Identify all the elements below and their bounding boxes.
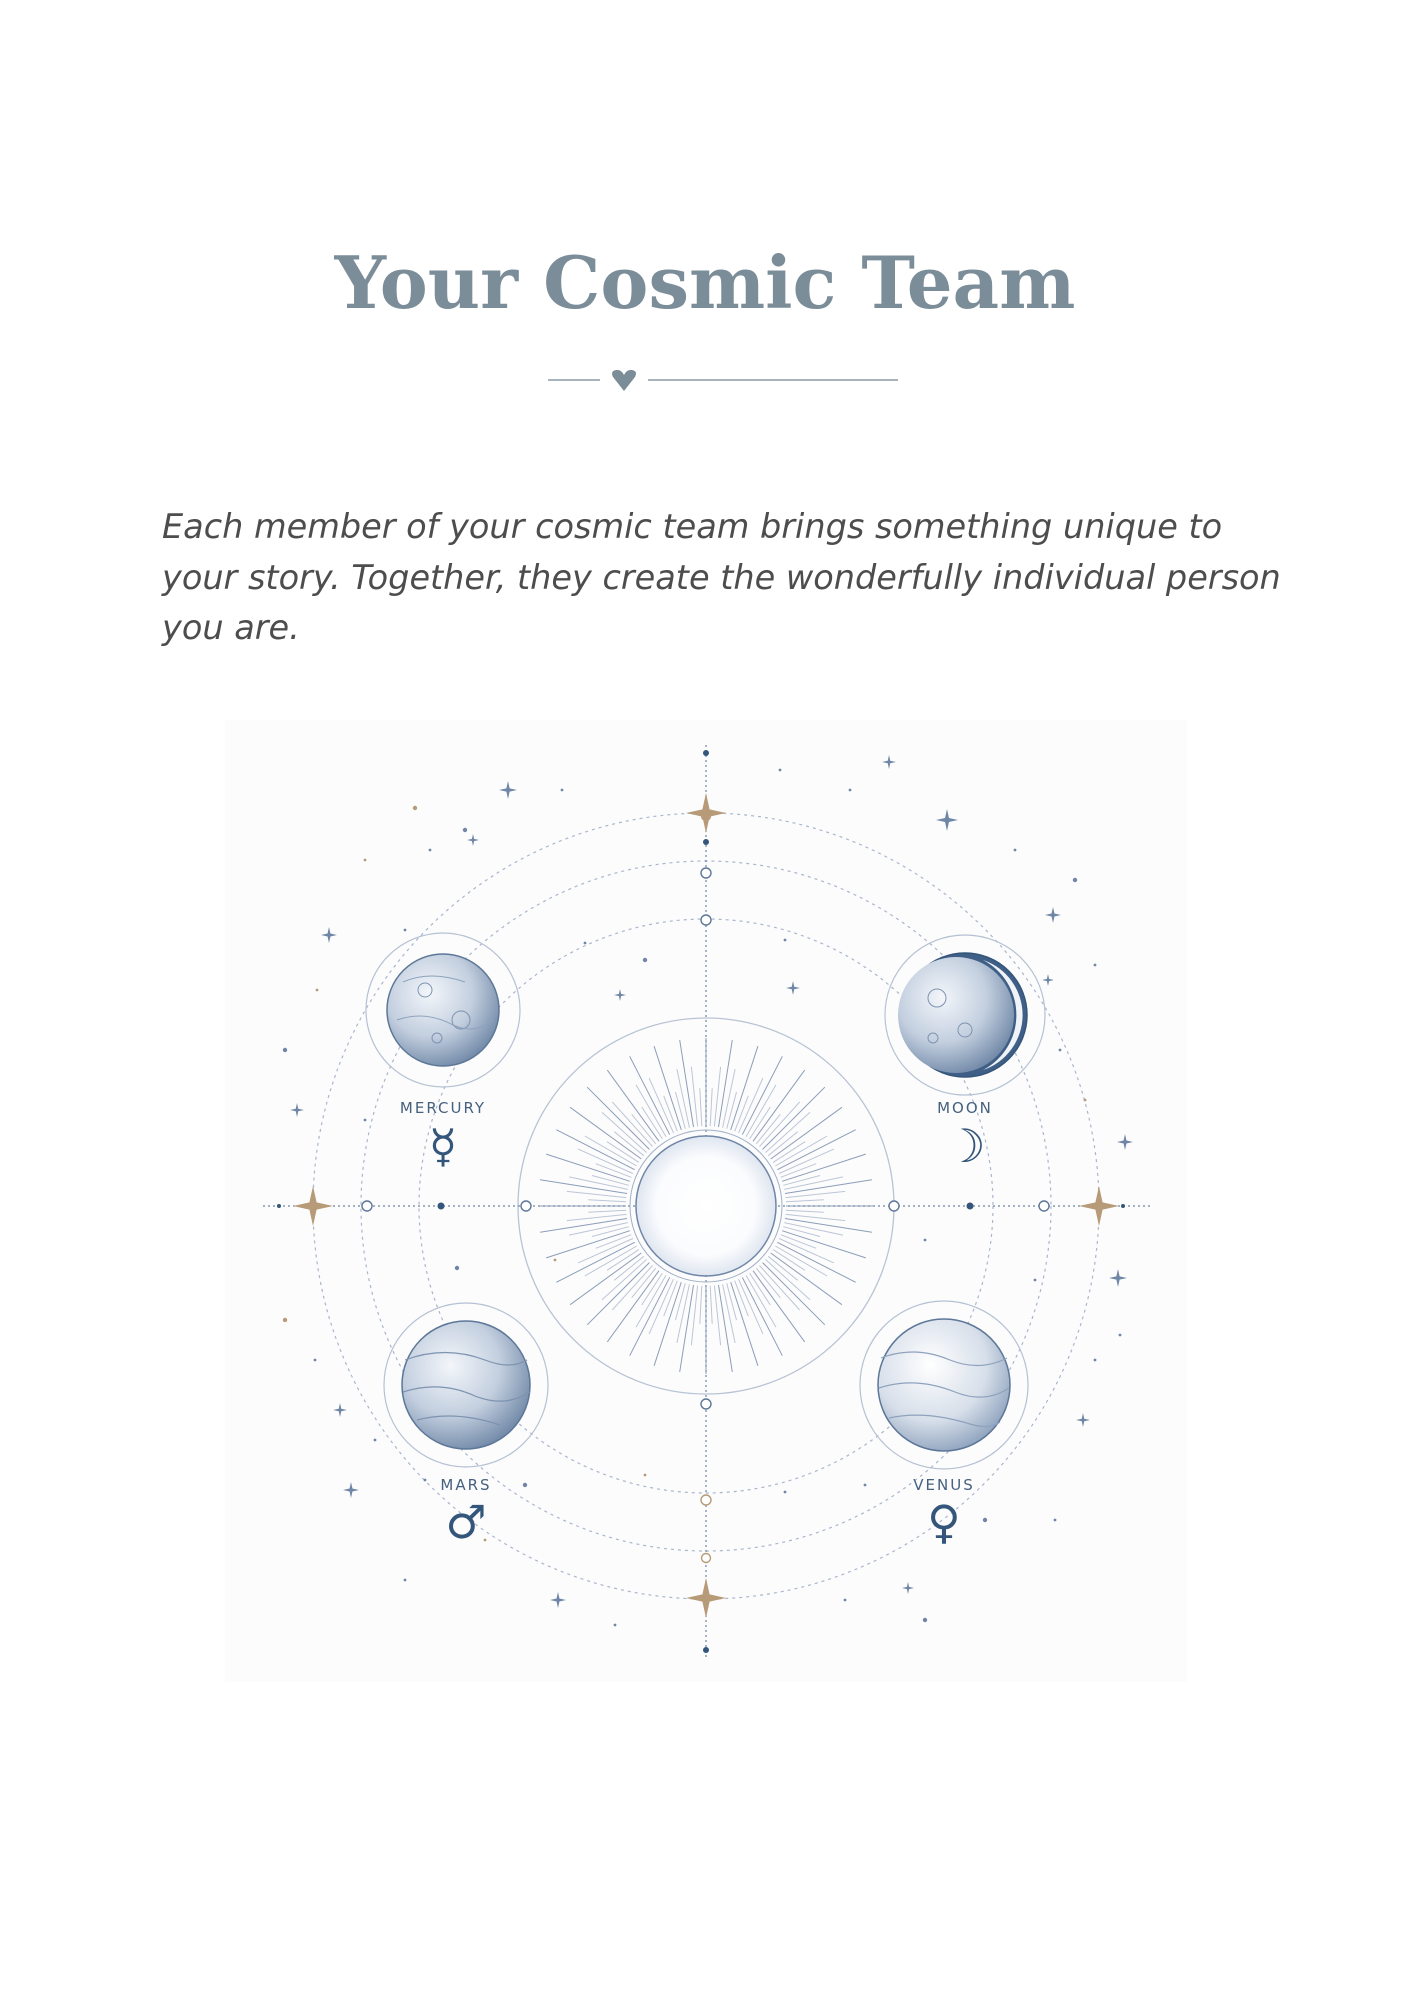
intro-paragraph: Each member of your cosmic team brings something unique to your story. Together, they create the wonderfully individual person you are.	[162, 507, 1281, 647]
sun-ray	[742, 1277, 782, 1355]
star-dot	[1059, 1049, 1062, 1052]
venus-icon: ♀	[927, 1495, 961, 1549]
planet-venus	[860, 1301, 1028, 1549]
star-dot	[1119, 1334, 1122, 1337]
star-dot	[644, 1474, 647, 1477]
sun-ray	[783, 1176, 820, 1186]
compass-star-icon	[686, 793, 726, 833]
star-dot	[844, 1599, 847, 1602]
star-dot	[1094, 964, 1097, 967]
sun-ray	[632, 1114, 656, 1144]
sun-ray	[588, 1200, 626, 1202]
star-dot	[1094, 1359, 1097, 1362]
sun-ray	[746, 1085, 776, 1137]
compass-star-icon	[293, 1186, 333, 1226]
star-dot	[643, 958, 647, 962]
heart-divider	[540, 364, 900, 396]
sun-ray	[556, 1130, 634, 1170]
sun-ray	[775, 1246, 827, 1276]
sun-ray	[585, 1136, 637, 1166]
sun-ray	[742, 1056, 782, 1134]
sun-ray	[700, 1088, 702, 1126]
star-dot	[864, 1484, 867, 1487]
planet-label: MERCURY	[399, 1099, 487, 1117]
star-dot	[554, 1259, 557, 1262]
star-dot	[283, 1318, 287, 1322]
sparkle-icon	[499, 781, 517, 799]
sun-ray	[756, 1268, 780, 1298]
star-dot	[316, 989, 319, 992]
sun-ray	[636, 1275, 666, 1327]
cosmic-diagram-svg	[225, 720, 1187, 1682]
sparkle-icon	[333, 1403, 347, 1417]
sun-ray	[727, 1283, 737, 1320]
star-dot	[784, 939, 787, 942]
sun-ray	[592, 1227, 629, 1237]
star-dot	[404, 929, 407, 932]
sun-ray	[777, 1130, 855, 1170]
star-dot	[283, 1048, 287, 1052]
sun-ray	[614, 1132, 644, 1156]
sun-ray	[768, 1132, 798, 1156]
star-dot	[404, 1579, 407, 1582]
sun-ray	[700, 1286, 702, 1324]
sun-ray	[786, 1210, 824, 1212]
sun-ray	[676, 1092, 686, 1129]
sun-ray	[592, 1176, 629, 1186]
star-dot	[1034, 1279, 1037, 1282]
sparkle-icon	[1117, 1134, 1133, 1150]
star-dot	[561, 789, 564, 792]
sparkle-icon	[467, 834, 479, 846]
sparkle-icon	[550, 1592, 566, 1608]
cosmic-diagram	[225, 720, 1187, 1682]
sun-ray	[630, 1277, 670, 1355]
mercury-icon: ☿	[428, 1119, 458, 1173]
star-dot	[364, 1119, 367, 1122]
mars-icon: ♂	[445, 1495, 487, 1549]
star-dot	[849, 789, 852, 792]
sun-ray	[587, 1087, 649, 1149]
sparkle-icon	[1045, 907, 1061, 923]
sun-ray	[777, 1242, 855, 1282]
star-dot	[1014, 849, 1017, 852]
sun-ray	[630, 1056, 670, 1134]
compass-star-icon	[686, 1578, 726, 1618]
sun-ray	[614, 1256, 644, 1280]
star-dot	[413, 806, 417, 810]
star-dot	[1084, 1099, 1087, 1102]
sparkle-icon	[786, 981, 800, 995]
sun-ray	[727, 1092, 737, 1129]
planet-label: VENUS	[913, 1476, 975, 1494]
sparkle-icon	[321, 927, 337, 943]
sun-ray	[731, 1282, 758, 1366]
sun-ray	[775, 1136, 827, 1166]
sun-ray	[587, 1263, 649, 1325]
sun-ray	[676, 1283, 686, 1320]
planet-label: MARS	[440, 1476, 492, 1494]
star-dot	[983, 1518, 987, 1522]
sun-ray	[632, 1268, 656, 1298]
sun-ray	[588, 1210, 626, 1212]
sun-ray	[710, 1286, 712, 1324]
star-dot	[923, 1618, 927, 1622]
star-dot	[455, 1266, 459, 1270]
sun-ray	[756, 1114, 780, 1144]
star-dot	[924, 1239, 927, 1242]
star-dot	[463, 828, 467, 832]
sun-ray	[654, 1282, 681, 1366]
star-dot	[424, 1479, 427, 1482]
sparkle-icon	[614, 989, 626, 1001]
sparkle-icon	[902, 1582, 914, 1594]
sparkle-icon	[1076, 1413, 1090, 1427]
sun-ray	[786, 1200, 824, 1202]
sun-ray	[546, 1154, 630, 1181]
sun-ray	[654, 1046, 681, 1130]
star-dot	[429, 849, 432, 852]
planet-mercury	[366, 933, 520, 1173]
star-dot	[314, 1359, 317, 1362]
sparkle-icon	[882, 755, 896, 769]
sun-ray	[746, 1275, 776, 1327]
sun-ray	[782, 1231, 866, 1258]
sun-ray	[585, 1246, 637, 1276]
planet-label: MOON	[937, 1099, 993, 1117]
crescent-moon-icon: ☽	[944, 1119, 986, 1173]
sparkle-icon	[1109, 1269, 1127, 1287]
planet-moon	[885, 935, 1045, 1173]
star-dot	[523, 1483, 527, 1487]
page-title: Your Cosmic Team	[334, 240, 1076, 325]
star-dot	[779, 769, 782, 772]
sun-ray	[636, 1085, 666, 1137]
star-dot	[584, 942, 587, 945]
sparkle-icon	[1042, 974, 1054, 986]
sun	[636, 1136, 776, 1276]
sun-ray	[546, 1231, 630, 1258]
sparkle-icon	[343, 1482, 359, 1498]
sun-ray	[782, 1154, 866, 1181]
star-dot	[374, 1439, 377, 1442]
heart-icon	[612, 370, 636, 391]
sun-ray	[768, 1256, 798, 1280]
sparkle-icon	[290, 1103, 304, 1117]
sun-ray	[763, 1087, 825, 1149]
sun-ray	[710, 1088, 712, 1126]
sparkle-icon	[936, 809, 958, 831]
sun-ray	[556, 1242, 634, 1282]
sun-ray	[731, 1046, 758, 1130]
planet-mars	[384, 1303, 548, 1549]
compass-star-icon	[1079, 1186, 1119, 1226]
star-dot	[364, 859, 367, 862]
star-dot	[1073, 878, 1077, 882]
sun-ray	[783, 1227, 820, 1237]
star-dot	[1054, 1519, 1057, 1522]
star-dot	[784, 1491, 787, 1494]
sun-ray	[763, 1263, 825, 1325]
star-dot	[614, 1624, 617, 1627]
